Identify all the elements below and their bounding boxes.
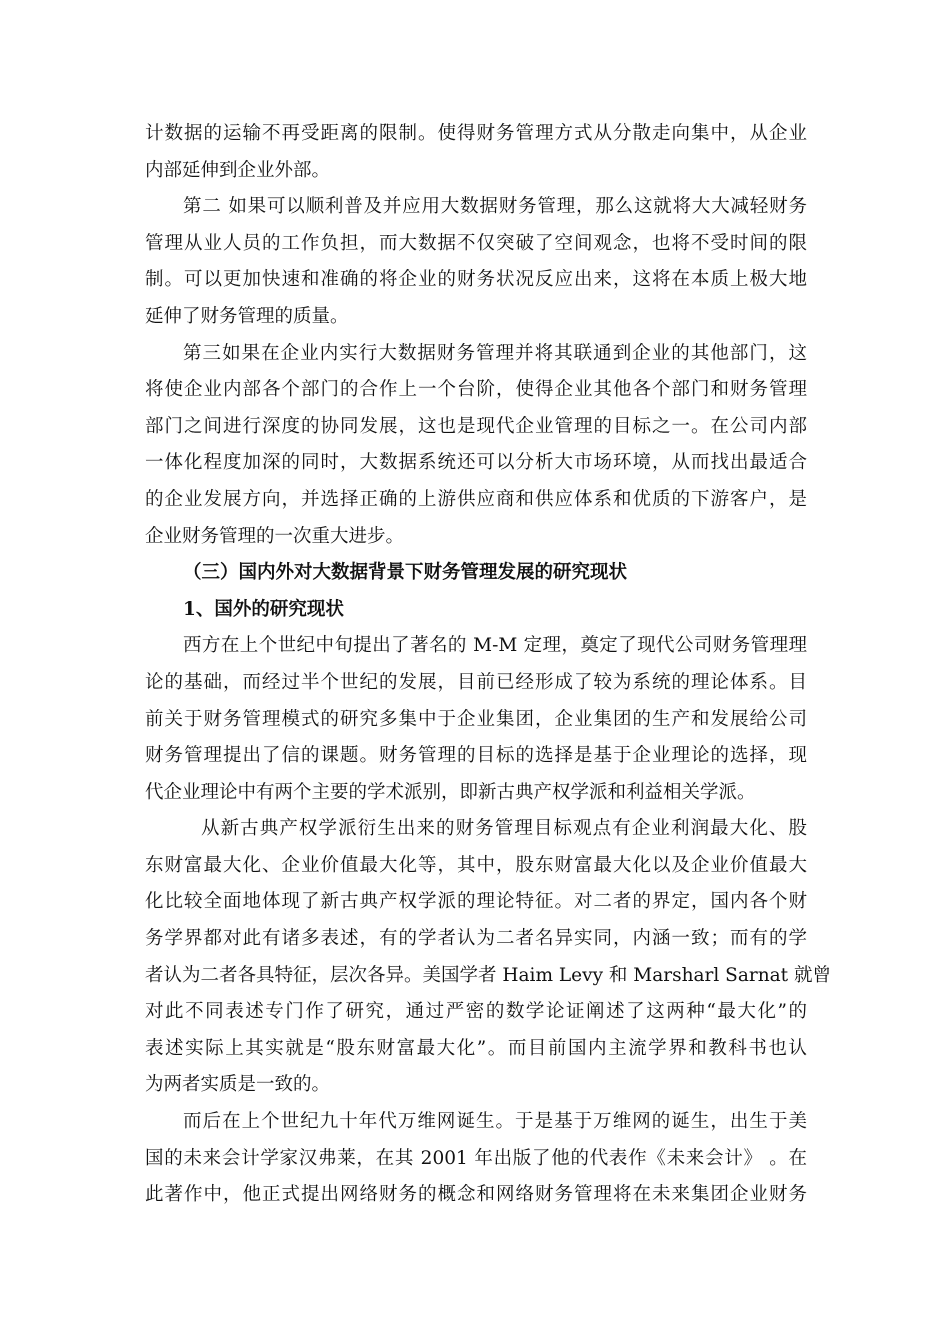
text-line: 延伸了财务管理的质量。 bbox=[145, 305, 349, 327]
text-line: 者认为二者各具特征，层次各异。美国学者 Haim Levy 和 Marsharl Sarnat 就曾 bbox=[145, 964, 831, 986]
text-line: 化比较全面地体现了新古典产权学派的理论特征。对二者的界定，国内各个财 bbox=[145, 891, 807, 913]
text-line: 前关于财务管理模式的研究多集中于企业集团，企业集团的生产和发展给公司 bbox=[145, 708, 807, 730]
document-body bbox=[145, 116, 831, 1214]
text-line: 财务管理提出了信的课题。财务管理的目标的选择是基于企业理论的选择，现 bbox=[145, 745, 807, 767]
text-line: 内部延伸到企业外部。 bbox=[145, 159, 331, 181]
text-line: 代企业理论中有两个主要的学术派别，即新古典产权学派和利益相关学派。 bbox=[145, 781, 756, 803]
text-line: 企业财务管理的一次重大进步。 bbox=[145, 525, 405, 547]
text-line: 第二 如果可以顺利普及并应用大数据财务管理，那么这就将大大减轻财务 bbox=[183, 196, 807, 218]
subsection-heading: 1、国外的研究现状 bbox=[183, 598, 344, 620]
text-line: 西方在上个世纪中旬提出了著名的 M-M 定理，奠定了现代公司财务管理理 bbox=[183, 635, 807, 657]
text-line: 东财富最大化、企业价值最大化等，其中，股东财富最大化以及企业价值最大 bbox=[145, 854, 807, 876]
text-line: 制。可以更加快速和准确的将企业的财务状况反应出来，这将在本质上极大地 bbox=[145, 269, 807, 291]
text-line: 从新古典产权学派衍生出来的财务管理目标观点有企业利润最大化、股 bbox=[201, 818, 807, 840]
text-line: 为两者实质是一致的。 bbox=[145, 1074, 331, 1096]
text-line: 的企业发展方向，并选择正确的上游供应商和供应体系和优质的下游客户，是 bbox=[145, 488, 807, 510]
text-line: 第三如果在企业内实行大数据财务管理并将其联通到企业的其他部门，这 bbox=[183, 342, 807, 364]
text-line: 而后在上个世纪九十年代万维网诞生。于是基于万维网的诞生，出生于美 bbox=[183, 1111, 807, 1133]
text-line: 部门之间进行深度的协同发展，这也是现代企业管理的目标之一。在公司内部 bbox=[145, 415, 807, 437]
text-line: 表述实际上其实就是“股东财富最大化”。而目前国内主流学界和教科书也认 bbox=[145, 1037, 807, 1059]
text-line: 国的未来会计学家汉弗莱，在其 2001 年出版了他的代表作《未来会计》 。在 bbox=[145, 1147, 807, 1169]
text-line: 论的基础，而经过半个世纪的发展，目前已经形成了较为系统的理论体系。目 bbox=[145, 671, 807, 693]
section-heading: （三）国内外对大数据背景下财务管理发展的研究现状 bbox=[183, 562, 628, 584]
text-line: 对此不同表述专门作了研究，通过严密的数学论证阐述了这两种“最大化”的 bbox=[145, 1001, 807, 1023]
text-line: 务学界都对此有诸多表述，有的学者认为二者名异实同，内涵一致；而有的学 bbox=[145, 928, 807, 950]
text-line: 管理从业人员的工作负担，而大数据不仅突破了空间观念，也将不受时间的限 bbox=[145, 232, 807, 254]
text-line: 将使企业内部各个部门的合作上一个台阶，使得企业其他各个部门和财务管理 bbox=[145, 379, 807, 401]
text-line: 一体化程度加深的同时，大数据系统还可以分析大市场环境，从而找出最适合 bbox=[145, 452, 807, 474]
text-line: 计数据的运输不再受距离的限制。使得财务管理方式从分散走向集中，从企业 bbox=[145, 123, 807, 144]
text-line: 此著作中，他正式提出网络财务的概念和网络财务管理将在未来集团企业财务 bbox=[145, 1184, 807, 1206]
